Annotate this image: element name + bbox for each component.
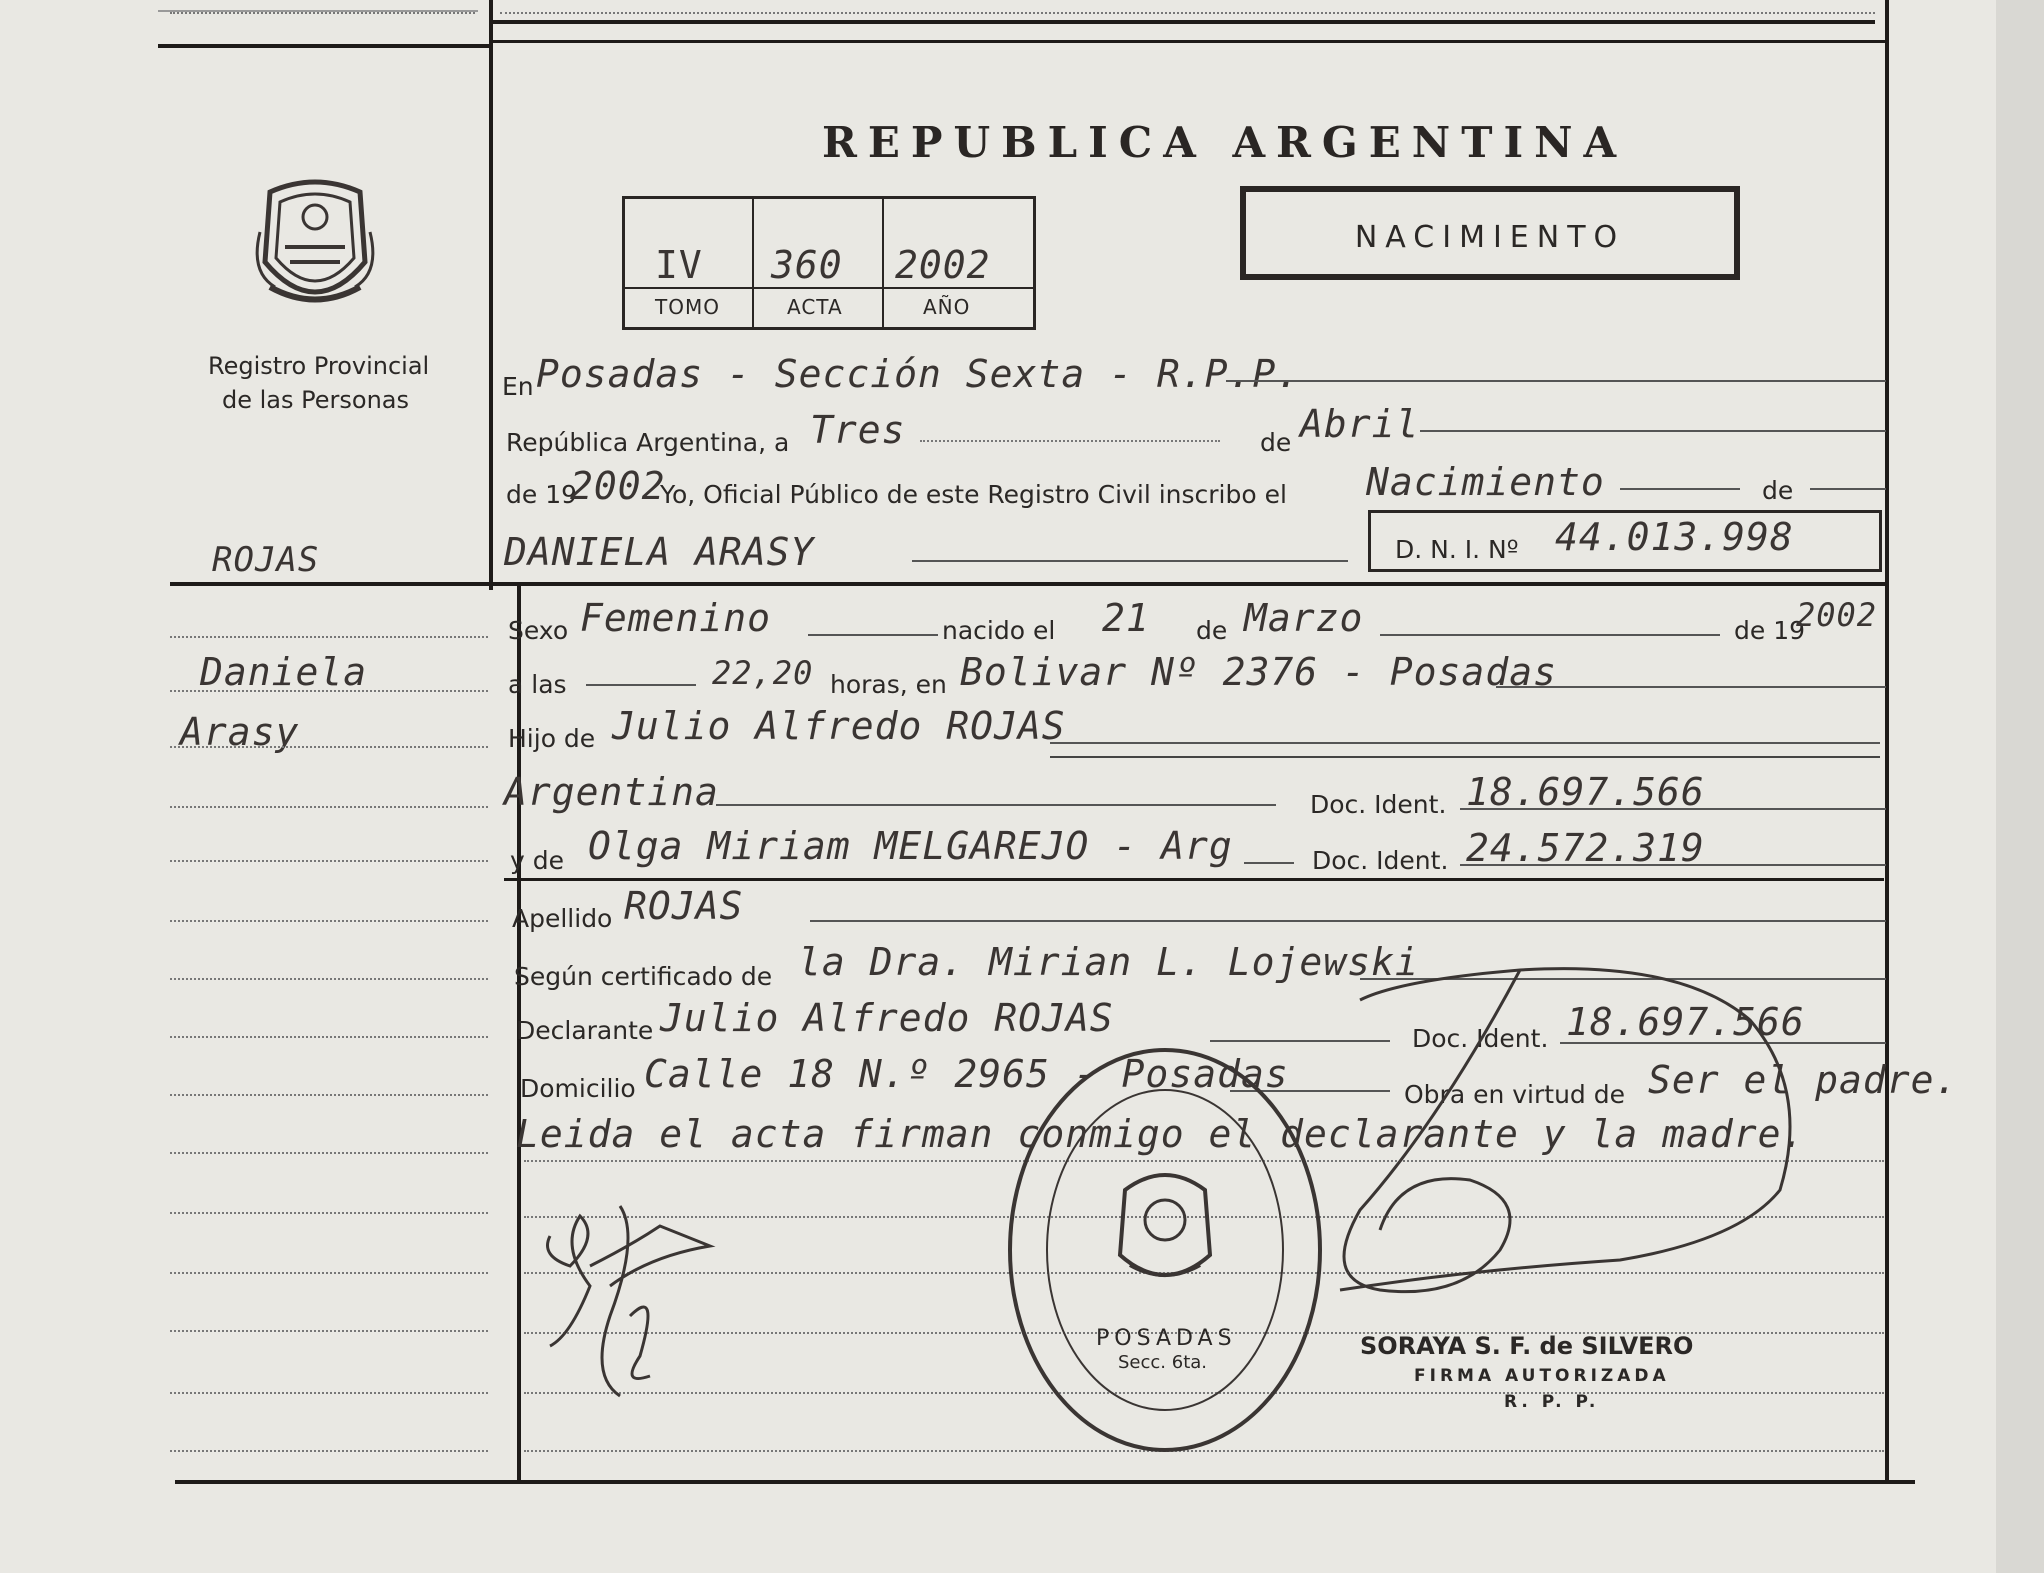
tomo-value: IV xyxy=(655,243,703,287)
birth-year-value: 2002 xyxy=(1796,596,1878,634)
dni-value: 44.013.998 xyxy=(1555,515,1794,559)
apellido-rule xyxy=(810,920,1886,922)
nacido-label: nacido el xyxy=(942,616,1056,645)
republica-label: República Argentina, a xyxy=(506,428,790,457)
en-rule xyxy=(1226,380,1886,382)
day-rule xyxy=(920,440,1220,442)
place-rule xyxy=(1496,686,1886,688)
birth-day-value: 21 xyxy=(1102,596,1150,640)
registrar-signature xyxy=(1320,940,1800,1380)
top-rule-left xyxy=(158,44,490,48)
sidebar-dotline-8 xyxy=(170,1036,488,1038)
sidebar-dotline-5 xyxy=(170,860,488,862)
doc-label-mother: Doc. Ident. xyxy=(1312,846,1449,875)
en-value: Posadas - Sección Sexta - R.P.P. xyxy=(536,352,1301,396)
birth-month-rule xyxy=(1380,634,1720,636)
province-seal xyxy=(250,172,380,322)
sidebar-dotline-11 xyxy=(170,1212,488,1214)
sidebar-dotline-2 xyxy=(170,690,488,692)
en-label: En xyxy=(502,372,534,401)
closing-statement: Leida el acta firman conmigo el declarante y la madre. xyxy=(516,1112,1806,1156)
sidebar-dotline-14 xyxy=(170,1392,488,1394)
left-name-rule xyxy=(170,582,1885,586)
act-type-value: Nacimiento xyxy=(1366,460,1605,504)
father-rule xyxy=(1050,742,1880,744)
father-nationality: Argentina xyxy=(504,770,719,814)
registrar-role: FIRMA AUTORIZADA xyxy=(1414,1366,1670,1386)
sidebar-given-name-1: Daniela xyxy=(200,650,368,694)
act-rule-2 xyxy=(1810,488,1886,490)
year-prefix-label: de 19 xyxy=(506,480,578,509)
de19-label-birth: de 19 xyxy=(1734,616,1806,645)
yde-label: y de xyxy=(510,846,564,875)
sidebar-dotline-0 xyxy=(170,12,475,14)
ano-label: AÑO xyxy=(923,295,971,319)
father-name: Julio Alfredo ROJAS xyxy=(612,704,1066,748)
year-value: 2002 xyxy=(570,464,666,508)
horas-label: horas, en xyxy=(830,670,947,699)
declarante-value: Julio Alfredo ROJAS xyxy=(660,996,1114,1040)
sexo-value: Femenino xyxy=(580,596,772,640)
official-stamp xyxy=(1000,1040,1330,1460)
nacimiento-box xyxy=(1240,186,1740,280)
frame-right xyxy=(1885,0,1889,1480)
domicilio-label: Domicilio xyxy=(520,1074,636,1103)
declarant-signature xyxy=(530,1196,730,1416)
yo-statement: Yo, Oficial Público de este Registro Civil inscribo el xyxy=(660,480,1287,509)
top-rule-right-2 xyxy=(490,40,1885,43)
mother-doc-rule xyxy=(1460,864,1886,866)
parents-rule xyxy=(504,878,1884,881)
sidebar-dotline-3 xyxy=(170,746,488,748)
act-rule xyxy=(1620,488,1740,490)
day-value: Tres xyxy=(810,408,906,452)
acta-value: 360 xyxy=(771,243,843,287)
registrar-org: R. P. P. xyxy=(1504,1392,1600,1412)
father-doc-value: 18.697.566 xyxy=(1466,770,1705,814)
father-doc-rule xyxy=(1460,808,1886,810)
hijo-label: Hijo de xyxy=(508,724,596,753)
segun-label: Según certificado de xyxy=(514,962,773,991)
mother-rule xyxy=(1244,862,1294,864)
acta-label: ACTA xyxy=(787,295,843,319)
sidebar-dotline-7 xyxy=(170,978,488,980)
declarante-label: Declarante xyxy=(516,1016,654,1045)
stamp-section: Secc. 6ta. xyxy=(1118,1352,1207,1373)
sidebar-dotline-4 xyxy=(170,806,488,808)
sidebar-surname: ROJAS xyxy=(212,540,320,580)
hour-value: 22,20 xyxy=(712,654,814,692)
sidebar-dotline-10 xyxy=(170,1152,488,1154)
sidebar-dotline-15 xyxy=(170,1450,488,1452)
document-type: NACIMIENTO xyxy=(1354,220,1626,255)
mother-doc-value: 24.572.319 xyxy=(1466,826,1705,870)
registrar-name: SORAYA S. F. de SILVERO xyxy=(1360,1332,1694,1360)
ano-value: 2002 xyxy=(895,243,991,287)
top-dotline-right xyxy=(500,12,1875,14)
alas-label: a las xyxy=(508,670,567,699)
de-label-act: de xyxy=(1762,476,1794,505)
obra-value: Ser el padre. xyxy=(1648,1058,1959,1102)
sidebar-dotline-12 xyxy=(170,1272,488,1274)
sidebar-dotline-9 xyxy=(170,1094,488,1096)
registry-name-line1: Registro Provincial xyxy=(208,352,430,380)
mother-name: Olga Miriam MELGAREJO - Arg xyxy=(588,824,1233,868)
frame-bottom xyxy=(175,1480,1915,1484)
name-rule xyxy=(912,560,1348,562)
hour-rule xyxy=(586,684,696,686)
country-title: REPUBLICA ARGENTINA xyxy=(822,118,1628,167)
apellido-label: Apellido xyxy=(512,904,613,933)
father-rule-double xyxy=(1050,756,1880,758)
apellido-value: ROJAS xyxy=(624,884,744,928)
sexo-label: Sexo xyxy=(508,616,569,645)
doc-label-father: Doc. Ident. xyxy=(1310,790,1447,819)
sidebar-dotline-1 xyxy=(170,636,488,638)
sexo-rule xyxy=(808,634,938,636)
sidebar-dotline-13 xyxy=(170,1330,488,1332)
divider-vertical-upper xyxy=(489,0,493,590)
certifier-value: la Dra. Mirian L. Lojewski xyxy=(798,940,1419,984)
domicilio-value: Calle 18 N.º 2965 - Posadas xyxy=(644,1052,1289,1096)
doc-label-declarante: Doc. Ident. xyxy=(1412,1024,1549,1053)
registrant-name: DANIELA ARASY xyxy=(504,530,815,574)
tomo-label: TOMO xyxy=(655,295,720,319)
page-edge xyxy=(1996,0,2044,1573)
registry-name-line2: de las Personas xyxy=(222,386,409,414)
birth-place-value: Bolivar Nº 2376 - Posadas xyxy=(960,650,1557,694)
month-rule xyxy=(1420,430,1886,432)
declarante-doc-value: 18.697.566 xyxy=(1566,1000,1805,1044)
dni-label: D. N. I. Nº xyxy=(1395,535,1519,564)
stamp-city: POSADAS xyxy=(1096,1326,1237,1351)
nat-rule xyxy=(716,804,1276,806)
month-value: Abril xyxy=(1300,402,1420,446)
top-rule-right xyxy=(490,20,1875,24)
sidebar-given-name-2: Arasy xyxy=(180,710,300,754)
registry-number-box xyxy=(622,196,1036,330)
birth-month-value: Marzo xyxy=(1244,596,1364,640)
de-label-birth-month: de xyxy=(1196,616,1228,645)
dni-box xyxy=(1368,510,1882,572)
sidebar-dotline-6 xyxy=(170,920,488,922)
de-label-month: de xyxy=(1260,428,1292,457)
obra-label: Obra en virtud de xyxy=(1404,1080,1625,1109)
